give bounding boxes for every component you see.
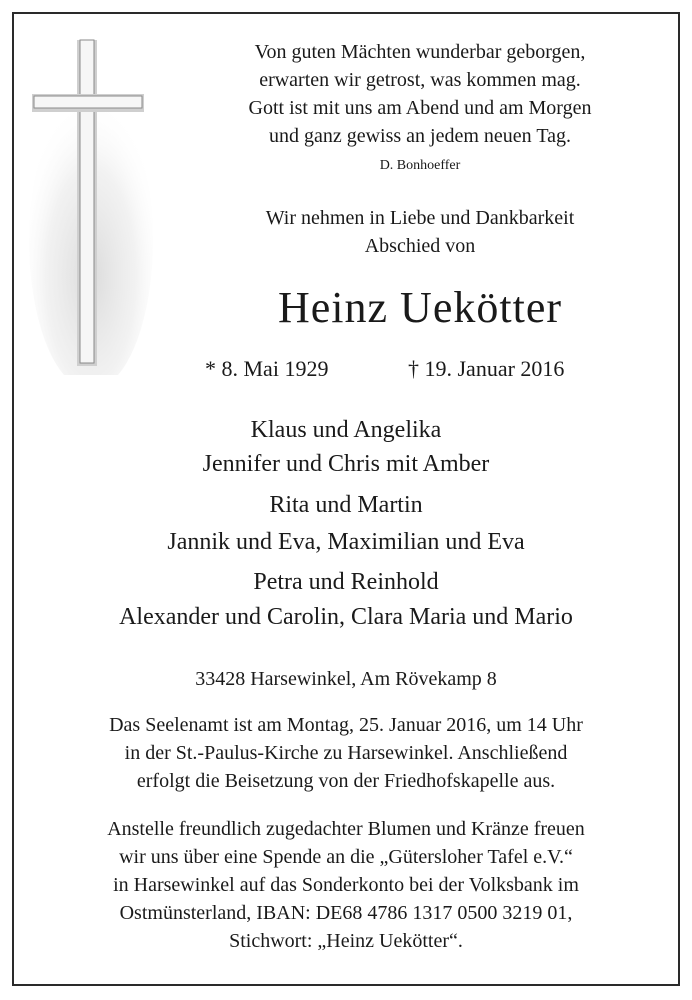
donation-line-5: Stichwort: „Heinz Uekötter“.: [229, 930, 463, 952]
service-line-2: in der St.-Paulus-Kirche zu Harsewinkel. Anschließend: [124, 742, 568, 764]
donation-line-3: in Harsewinkel auf das Sonderkonto bei der Volksbank im: [113, 874, 579, 896]
family-line-1: Klaus und Angelika: [250, 417, 442, 443]
poem-author: D. Bonhoeffer: [379, 158, 461, 173]
family-line-5: Petra und Reinhold: [253, 569, 439, 595]
family-line-6: Alexander und Carolin, Clara Maria und Mario: [119, 604, 573, 630]
poem-line-1: Von guten Mächten wunderbar geborgen,: [254, 41, 586, 63]
donation-line-1: Anstelle freundlich zugedachter Blumen und Kränze freuen: [107, 818, 585, 840]
cross-icon: [28, 30, 154, 375]
donation-line-2: wir uns über eine Spende an die „Gütersloher Tafel e.V.“: [119, 846, 573, 868]
deceased-name: Heinz Uekötter: [278, 283, 562, 332]
family-line-3: Rita und Martin: [269, 492, 423, 518]
service-line-3: erfolgt die Beisetzung von der Friedhofskapelle aus.: [136, 770, 556, 792]
donation-line-4: Ostmünsterland, IBAN: DE68 4786 1317 0500 3219 01,: [119, 902, 573, 924]
poem-line-3: Gott ist mit uns am Abend und am Morgen: [248, 97, 592, 119]
birth-date: * 8. Mai 1929: [205, 356, 329, 381]
poem-line-2: erwarten wir getrost, was kommen mag.: [259, 69, 581, 91]
family-line-2: Jennifer und Chris mit Amber: [202, 451, 490, 477]
intro-line-2: Abschied von: [364, 235, 476, 257]
service-line-1: Das Seelenamt ist am Montag, 25. Januar 2016, um 14 Uhr: [109, 714, 583, 736]
family-line-4: Jannik und Eva, Maximilian und Eva: [167, 529, 525, 555]
address: 33428 Harsewinkel, Am Rövekamp 8: [195, 668, 497, 690]
poem-line-4: und ganz gewiss an jedem neuen Tag.: [268, 125, 572, 147]
intro-line-1: Wir nehmen in Liebe und Dankbarkeit: [265, 207, 575, 229]
death-date: † 19. Januar 2016: [408, 356, 565, 381]
